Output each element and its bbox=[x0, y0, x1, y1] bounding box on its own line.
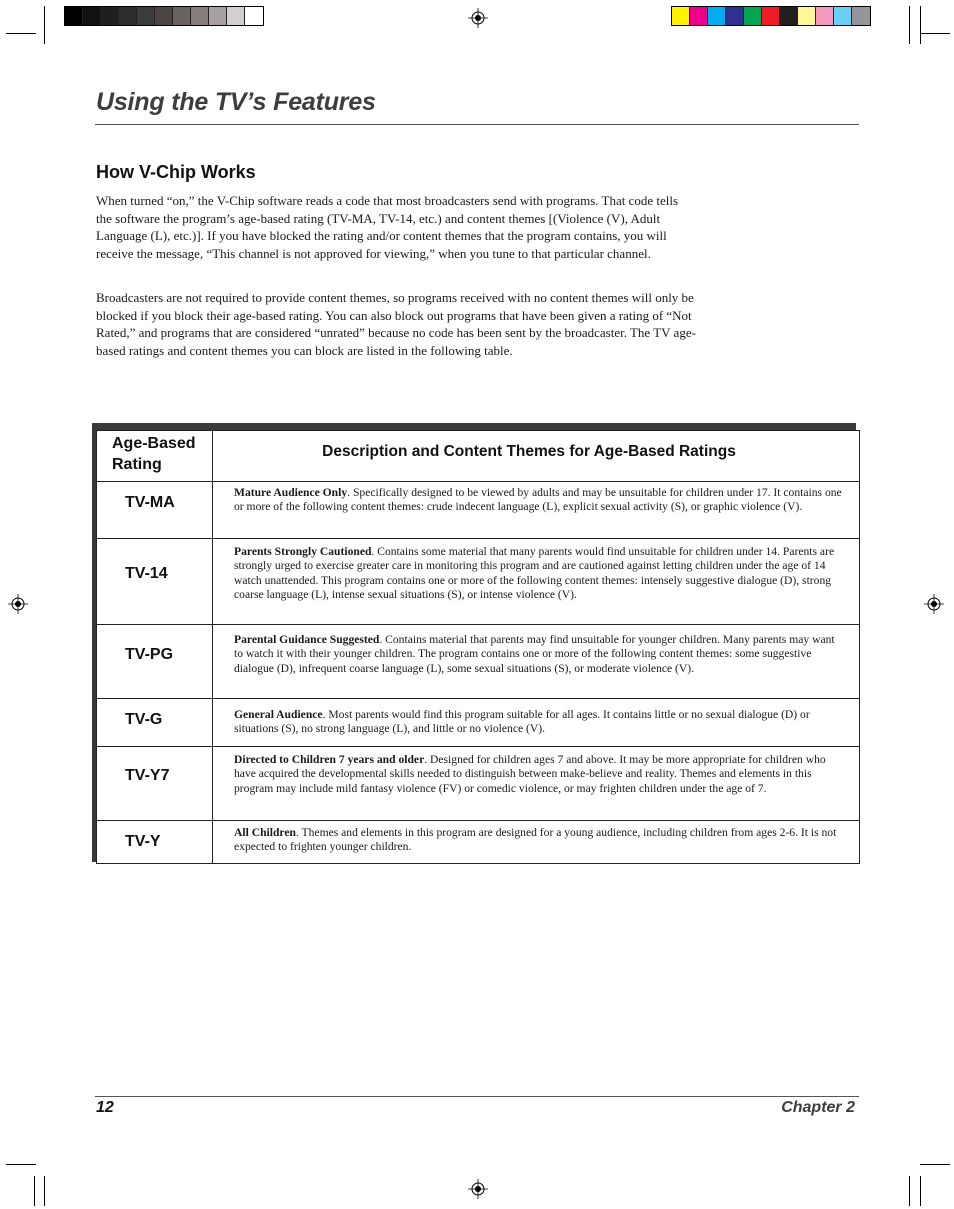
rating-title: Parents Strongly Cautioned bbox=[234, 545, 372, 558]
table-row bbox=[97, 481, 859, 538]
color-swatch bbox=[173, 7, 191, 25]
color-swatch bbox=[155, 7, 173, 25]
rating-description bbox=[234, 826, 846, 855]
rating-title: Mature Audience Only bbox=[234, 486, 348, 499]
rating-text: . Specifically designed to be viewed by adults and may be unsuitable for children under 17. It contains one or more of the following content themes: crude indecent language (L), explicit sexual activity (S), or graphic violence (V). bbox=[234, 486, 842, 514]
section-title: Using the TV’s Features bbox=[96, 88, 376, 116]
rating-description bbox=[234, 633, 846, 676]
registration-mark-icon bbox=[8, 594, 28, 614]
color-swatch bbox=[780, 7, 798, 25]
color-swatch bbox=[690, 7, 708, 25]
color-swatch bbox=[227, 7, 245, 25]
broadcaster-paragraph: Broadcasters are not required to provide content themes, so programs received with no content themes will only be blocked if you block their age-based rating. You can also block out programs that have been given a rating of “Not Rated,” and programs that are considered “unrated” because no code has been sent by the broadcaster. The TV age-based ratings and content themes you can block are listed in the following table. bbox=[96, 290, 696, 358]
color-swatch bbox=[762, 7, 780, 25]
table-row bbox=[97, 538, 859, 624]
color-swatch bbox=[245, 7, 263, 25]
rating-title: Directed to Children 7 years and older bbox=[234, 753, 425, 766]
crop-mark bbox=[920, 33, 950, 34]
color-swatch bbox=[65, 7, 83, 25]
rating-label: TV-Y bbox=[125, 833, 161, 850]
color-swatch bbox=[798, 7, 816, 25]
registration-mark-icon bbox=[468, 8, 488, 28]
color-swatch bbox=[209, 7, 227, 25]
crop-mark bbox=[34, 1176, 35, 1206]
crop-mark bbox=[44, 6, 45, 44]
rating-text: . Themes and elements in this program are designed for a young audience, including children from ages 2-6. It is not expected to frighten younger children. bbox=[234, 826, 837, 854]
crop-mark bbox=[920, 6, 921, 44]
rating-description bbox=[234, 708, 846, 737]
ratings-table bbox=[96, 430, 860, 864]
rating-title: General Audience bbox=[234, 708, 323, 721]
crop-mark bbox=[909, 6, 910, 44]
footer-rule bbox=[95, 1096, 859, 1097]
table-row bbox=[97, 746, 859, 820]
color-calibration-bar bbox=[671, 6, 871, 26]
crop-mark bbox=[44, 1176, 45, 1206]
table-row bbox=[97, 820, 859, 863]
rating-title: All Children bbox=[234, 826, 296, 839]
color-swatch bbox=[83, 7, 101, 25]
rating-label: TV-G bbox=[125, 711, 163, 728]
table-header-row bbox=[97, 431, 859, 481]
registration-mark-icon bbox=[468, 1179, 488, 1199]
rating-label: TV-Y7 bbox=[125, 767, 170, 784]
header-rule bbox=[95, 124, 859, 125]
intro-paragraph: When turned “on,” the V-Chip software reads a code that most broadcasters send with programs. That code tells the software the program’s age-based rating (TV-MA, TV-14, etc.) and content themes [(Violence (V), Adult Language (L), etc.)]. If you have blocked the rating and/or content themes that the program contains, you will receive the message, “This channel is not approved for viewing,” when you tune to that particular channel. bbox=[96, 193, 679, 261]
header-age-based-rating: Age-Based Rating bbox=[112, 435, 196, 473]
grayscale-calibration-bar bbox=[64, 6, 264, 26]
rating-title: Parental Guidance Suggested bbox=[234, 633, 380, 646]
rating-description bbox=[234, 545, 846, 603]
rating-label: TV-14 bbox=[125, 565, 168, 582]
chapter-label: Chapter 2 bbox=[781, 1099, 855, 1116]
sub-heading: How V-Chip Works bbox=[96, 162, 256, 182]
rating-label: TV-PG bbox=[125, 646, 174, 663]
crop-mark bbox=[920, 1164, 950, 1165]
rating-text: . Most parents would find this program suitable for all ages. It contains little or no sexual dialogue (D) or situations (S), no strong language (L), and little or no violence (V). bbox=[234, 708, 810, 736]
crop-mark bbox=[6, 1164, 36, 1165]
color-swatch bbox=[119, 7, 137, 25]
rating-description bbox=[234, 486, 846, 515]
crop-mark bbox=[909, 1176, 910, 1206]
color-swatch bbox=[852, 7, 870, 25]
color-swatch bbox=[101, 7, 119, 25]
color-swatch bbox=[816, 7, 834, 25]
rating-description bbox=[234, 753, 846, 796]
rating-text: . Contains material that parents may find unsuitable for younger children. Many parents may want to watch it with their younger children. The program contains one or more of the following content themes: some suggestive dialogue (D), infrequent coarse language (L), some sexual situations (S), or moderate violence (V). bbox=[234, 633, 835, 675]
color-swatch bbox=[137, 7, 155, 25]
rating-label: TV-MA bbox=[125, 494, 175, 511]
color-swatch bbox=[708, 7, 726, 25]
color-swatch bbox=[744, 7, 762, 25]
color-swatch bbox=[834, 7, 852, 25]
rating-text: . Contains some material that many parents would find unsuitable for children under 14. Parents are strongly urged to exercise greater care in monitoring this program and are cautioned against letting children under the age of 14 watch unattended. This program contains one or more of the following content themes: intensely suggestive dialogue (D), strong coarse language (L), intense sexual situations (S), or intense violence (V). bbox=[234, 545, 835, 602]
table-row bbox=[97, 624, 859, 698]
header-description: Description and Content Themes for Age-Based Ratings bbox=[322, 443, 736, 460]
color-swatch bbox=[726, 7, 744, 25]
color-swatch bbox=[672, 7, 690, 25]
page-number: 12 bbox=[96, 1099, 114, 1116]
crop-mark bbox=[6, 33, 36, 34]
table-row bbox=[97, 698, 859, 746]
registration-mark-icon bbox=[924, 594, 944, 614]
crop-mark bbox=[920, 1176, 921, 1206]
color-swatch bbox=[191, 7, 209, 25]
rating-text: . Designed for children ages 7 and above. It may be more appropriate for children who have acquired the developmental skills needed to distinguish between make-believe and reality. Themes and elements in this program may include mild fantasy violence (FV) or comedic violence, or may frighten children under the age of 7. bbox=[234, 753, 826, 795]
